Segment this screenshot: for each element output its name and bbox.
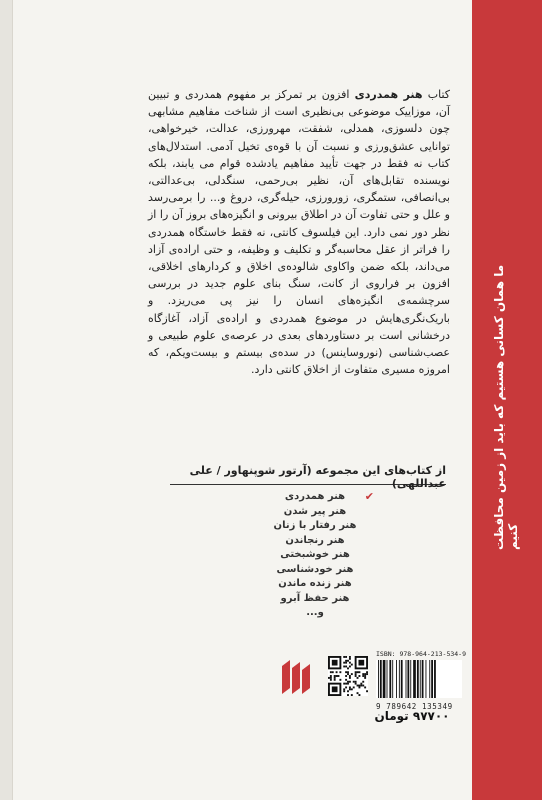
series-list-item: [260, 577, 370, 592]
series-list-item: [260, 606, 370, 621]
series-item-title: هنر پیر شدن: [283, 505, 347, 517]
series-list-item: [260, 505, 370, 520]
tagline: ما همان کسانی هستیم که باید از زمین محافظت کنیم: [492, 264, 520, 550]
barcode: [376, 660, 462, 698]
publisher-logo: [278, 656, 316, 696]
description-intro: کتاب: [427, 88, 450, 101]
series-item-title: هنر همدردی: [284, 491, 346, 502]
book-description: [148, 86, 450, 378]
series-item-title: هنر حفظ آبرو: [280, 592, 350, 604]
barcode-number: 9 789642 135349: [376, 702, 453, 711]
barcode-block: [376, 650, 466, 710]
series-list-item: [260, 490, 374, 505]
series-list-item: [260, 592, 370, 607]
series-item-title: هنر زنده ماندن: [278, 578, 352, 589]
series-list-item: [260, 519, 370, 534]
series-list-item: [260, 534, 370, 549]
series-item-title: هنر خوشبختی: [280, 549, 350, 560]
book-spine-edge: [0, 0, 13, 800]
series-item-title: هنر رفتار با زنان: [273, 520, 357, 531]
description-book-title: هنر همدردی: [354, 88, 423, 101]
qr-code: [328, 656, 368, 696]
series-list-item: [260, 548, 370, 563]
price-label: ۹۷۷۰۰ تومان: [374, 709, 450, 723]
series-item-title: هنر رنجاندن: [285, 534, 345, 546]
isbn-label: ISBN: 978-964-213-534-9: [376, 650, 467, 658]
series-item-title: و...: [306, 607, 324, 618]
description-body: افزون بر تمرکز بر مفهوم همدردی و تبیین آن، موزاییک موضوعی بی‌نظیری است از شناخت مفاهیم مشابهی چون دلسوزی، همدلی، شفقت، مهرورزی، عدالت، خیرخواهی، توانایی عشق‌ورزی و نسبت آن با قوه‌ی تخیل آدمی. استدلال‌های کتاب نه فقط در جهت تأیید مفاهیم یادشده قوام می یابند، بلکه نویسنده تقابل‌های آن، نظیر بی‌رحمی، سنگدلی، بی‌عدالتی، بی‌انصافی، ستمگری، زورورزی، حیله‌گری، دروغ و... را برمی‌رسد و علل و حتی تفاوت آن در اطلاق بیرونی و انگیزه‌های بروز آن را از نظر دور نمی دارد. این فیلسوف کانتی، نه فقط خاستگاه همدردی را فراتر از عقل محاسبه‌گر و تکلیف و وظیفه، و حتی اراده‌ی آزاد می‌داند، بلکه ضمن واکاوی شالوده‌ی اخلاق و کردارهای اخلاقی، افزون بر فراروی از کانت، سنگ بنای علوم جدید در بررسی سرچشمه‌ی انگیزه‌های انسان را نیز پی می‌ریزد. و باریک‌نگری‌هایش در موضوع همدردی و اراده‌ی آزاد، آغازگاه درخشانی است بر دستاوردهای بعدی در عرصه‌ی علوم طبیعی و عصب‌شناسی (نوروساینس) در سده‌ی بیستم و بیست‌ویکم، که امروزه مسیری متفاوت از اخلاق کانتی دارد.: [148, 88, 450, 377]
series-heading: از کتاب‌های این مجموعه (آرتور شوپنهاور / علی عبداللهی): [170, 464, 446, 485]
series-item-title: هنر خودشناسی: [276, 563, 354, 575]
checkmark-icon: ✔: [364, 490, 374, 503]
red-side-band: [472, 0, 542, 800]
series-list-item: [260, 563, 370, 578]
series-list: [260, 490, 374, 621]
